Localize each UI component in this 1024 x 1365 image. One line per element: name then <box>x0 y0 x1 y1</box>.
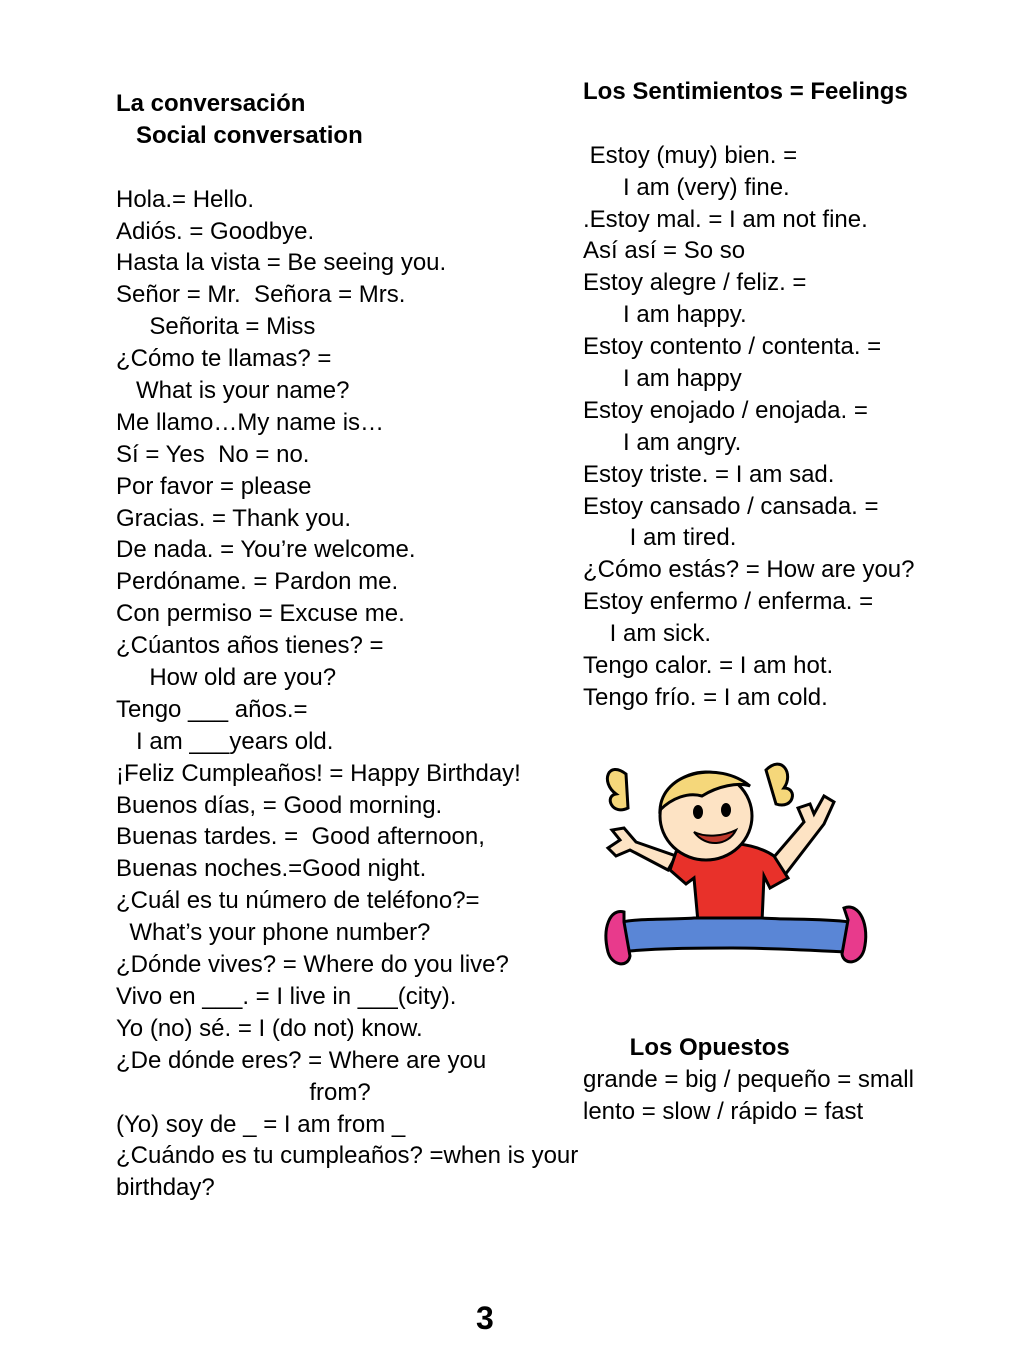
heading-conversation: La conversación <box>116 90 306 117</box>
text-line: ¿Cómo te llamas? = <box>116 345 332 373</box>
text-line: Señorita = Miss <box>116 313 316 341</box>
text-line: How old are you? <box>116 664 337 692</box>
text-line: Vivo en ___. = I live in ___(city). <box>116 982 457 1010</box>
text-line: .Estoy mal. = I am not fine. <box>583 205 868 233</box>
text-line: Estoy triste. = I am sad. <box>583 460 835 488</box>
text-line: Tengo ___ años.= <box>116 695 308 723</box>
text-line: Buenas noches.=Good night. <box>116 855 427 883</box>
text-line: I am happy <box>583 365 742 393</box>
text-line: Estoy (muy) bien. = <box>583 141 798 169</box>
text-line: Hola.= Hello. <box>116 185 255 213</box>
text-line: ¿De dónde eres? = Where are you <box>116 1046 487 1074</box>
text-line: What’s your phone number? <box>116 919 431 947</box>
text-line: Hasta la vista = Be seeing you. <box>116 249 447 277</box>
heading-feelings: Los Sentimientos = Feelings <box>583 78 908 105</box>
text-line: Tengo calor. = I am hot. <box>583 652 834 680</box>
text-line: Estoy contento / contenta. = <box>583 333 882 361</box>
jumping-girl-illustration <box>598 752 880 974</box>
text-line: ¡Feliz Cumpleaños! = Happy Birthday! <box>116 759 521 787</box>
left-column <box>116 88 578 1204</box>
opposites-list <box>583 1064 914 1128</box>
text-line: Estoy alegre / feliz. = <box>583 269 807 297</box>
text-line: Estoy enfermo / enferma. = <box>583 588 874 616</box>
text-line: birthday? <box>116 1174 215 1202</box>
text-line: Sí = Yes No = no. <box>116 440 310 468</box>
right-column <box>583 76 915 714</box>
text-line: Estoy enojado / enojada. = <box>583 396 868 424</box>
feelings-list <box>583 108 915 714</box>
text-line: ¿Cómo estás? = How are you? <box>583 556 915 584</box>
text-line: lento = slow / rápido = fast <box>583 1097 864 1125</box>
page-number: 3 <box>476 1300 494 1336</box>
text-line: Gracias. = Thank you. <box>116 504 352 532</box>
text-line: Estoy cansado / cansada. = <box>583 492 879 520</box>
text-line: Así así = So so <box>583 237 746 265</box>
heading-opposites: Los Opuestos <box>583 1034 790 1061</box>
text-line: Perdóname. = Pardon me. <box>116 568 399 596</box>
text-line: I am sick. <box>583 620 712 648</box>
text-line: Adiós. = Goodbye. <box>116 217 315 245</box>
text-line: Yo (no) sé. = I (do not) know. <box>116 1014 423 1042</box>
text-line: Me llamo…My name is… <box>116 408 385 436</box>
text-line: Por favor = please <box>116 472 312 500</box>
text-line: I am happy. <box>583 301 747 329</box>
text-line <box>583 108 915 140</box>
heading-social-conversation: Social conversation <box>116 121 363 149</box>
text-line: Con permiso = Excuse me. <box>116 600 405 628</box>
text-line: Buenos días, = Good morning. <box>116 791 443 819</box>
text-line: ¿Cuándo es tu cumpleaños? =when is your <box>116 1142 579 1170</box>
text-line: De nada. = You’re welcome. <box>116 536 416 564</box>
text-line: (Yo) soy de _ = I am from _ <box>116 1110 406 1138</box>
text-line: I am (very) fine. <box>583 173 790 201</box>
text-line: What is your name? <box>116 377 350 405</box>
text-line: I am ___years old. <box>116 727 334 755</box>
text-line: ¿Dónde vives? = Where do you live? <box>116 951 509 979</box>
text-line: ¿Cuál es tu número de teléfono?= <box>116 887 480 915</box>
text-line: Señor = Mr. Señora = Mrs. <box>116 281 406 309</box>
text-line: from? <box>116 1078 371 1106</box>
opposites-section <box>583 1032 914 1128</box>
text-line: I am angry. <box>583 428 742 456</box>
conversation-list <box>116 152 578 1204</box>
text-line: ¿Cúantos años tienes? = <box>116 632 384 660</box>
text-line: grande = big / pequeño = small <box>583 1065 914 1093</box>
text-line: Tengo frío. = I am cold. <box>583 683 828 711</box>
text-line <box>116 152 578 184</box>
text-line: I am tired. <box>583 524 737 552</box>
text-line: Buenas tardes. = Good afternoon, <box>116 823 485 851</box>
